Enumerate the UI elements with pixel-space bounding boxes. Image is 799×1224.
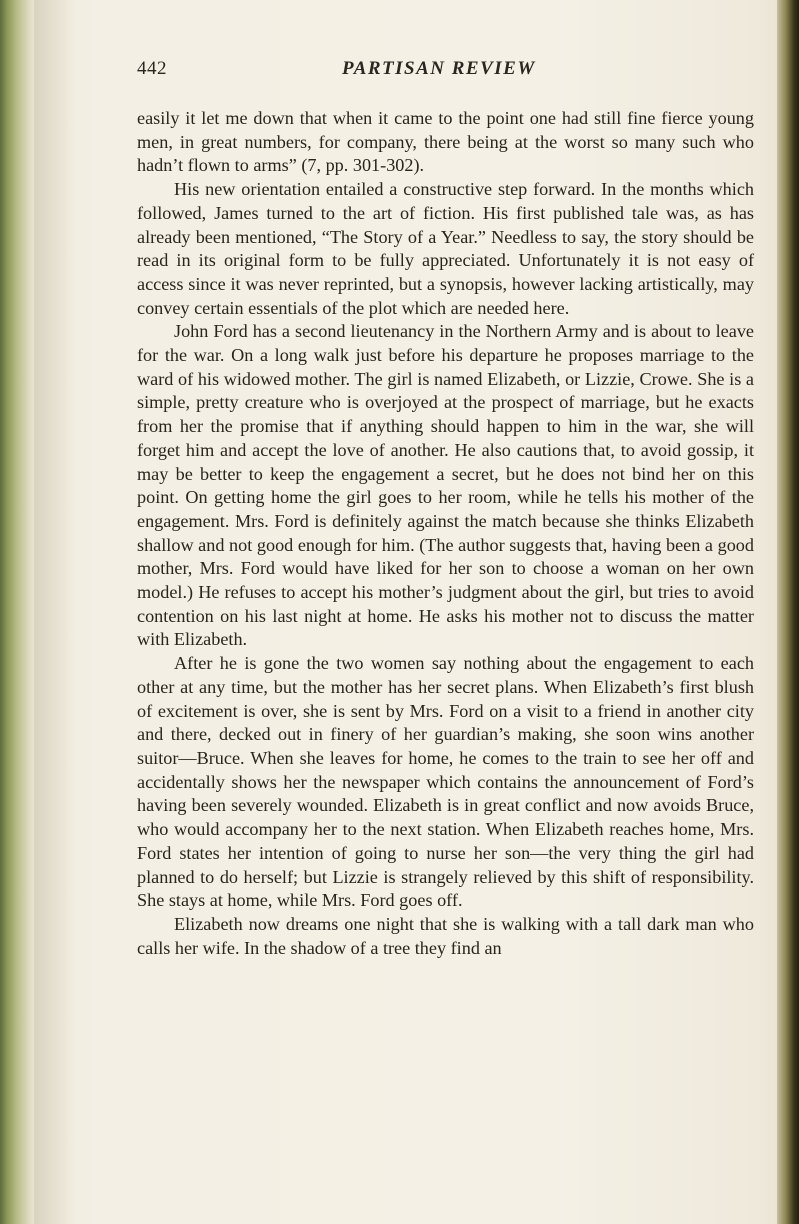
binding-shadow [34, 0, 74, 1224]
paragraph: Elizabeth now dreams one night that she is walking with a tall dark man who calls her wife. In the shadow of a tree they find an [137, 913, 754, 958]
page-edge [777, 0, 799, 1224]
paragraph: After he is gone the two women say nothing about the engagement to each other at any time, but the mother has her secret plans. When Elizabeth’s first blush of excitement is over, she is sent by Mrs. Ford on a visit to a friend in another city and there, decked out in finery of her guardian’s making, she soon wins another suitor—Bruce. When she leaves for home, he comes to the train to see her off and accidentally shows her the newspaper which contains the announcement of Ford’s having been severely wounded. Elizabeth is in great conflict and now avoids Bruce, who would accompany her to the next station. When Elizabeth reaches home, Mrs. Ford states her intention of going to nurse her son—the very thing the girl had planned to do herself; but Lizzie is strangely relieved by this shift of responsibility. She stays at home, while Mrs. Ford goes off. [137, 653, 754, 911]
paragraph: John Ford has a second lieutenancy in the Northern Army and is about to leave for the war. On a long walk just before his departure he proposes marriage to the ward of his widowed mother. The girl is named Elizabeth, or Lizzie, Crowe. She is a simple, pretty creature who is overjoyed at the prospect of marriage, but he exacts from her the promise that if anything should happen to him in the war, she will forget him and accept the love of another. He also cautions that, to avoid gossip, it may be better to keep the engagement a secret, but he does not bind her on this point. On getting home the girl goes to her room, while he tells his mother of the engagement. Mrs. Ford is definitely against the match because she thinks Elizabeth shallow and not good enough for him. (The author suggests that, having been a good mother, Mrs. Ford would have liked for her son to choose a woman on her own model.) He refuses to accept his mother’s judgment about the girl, but tries to avoid contention on his last night at home. He asks his mother not to discuss the matter with Elizabeth. [137, 321, 754, 650]
page-number: 442 [137, 58, 167, 79]
body-text [137, 107, 754, 960]
paragraph: easily it let me down that when it came to the point one had still fine fierce young men, in great numbers, for company, there being at the worst so many such who hadn’t flown to arms” (7, pp. 301-302). [137, 108, 754, 176]
running-head: PARTISAN REVIEW [342, 58, 536, 79]
page-header [137, 58, 754, 88]
paragraph: His new orientation entailed a constructive step forward. In the months which followed, James turned to the art of fiction. His first published tale was, as has already been mentioned, “The Story of a Year.” Needless to say, the story should be read in its original form to be fully appreciated. Unfortunately it is not easy of access since it was never reprinted, but a synopsis, however lacking artistically, may convey certain essentials of the plot which are needed here. [137, 179, 754, 318]
book-binding [0, 0, 34, 1224]
